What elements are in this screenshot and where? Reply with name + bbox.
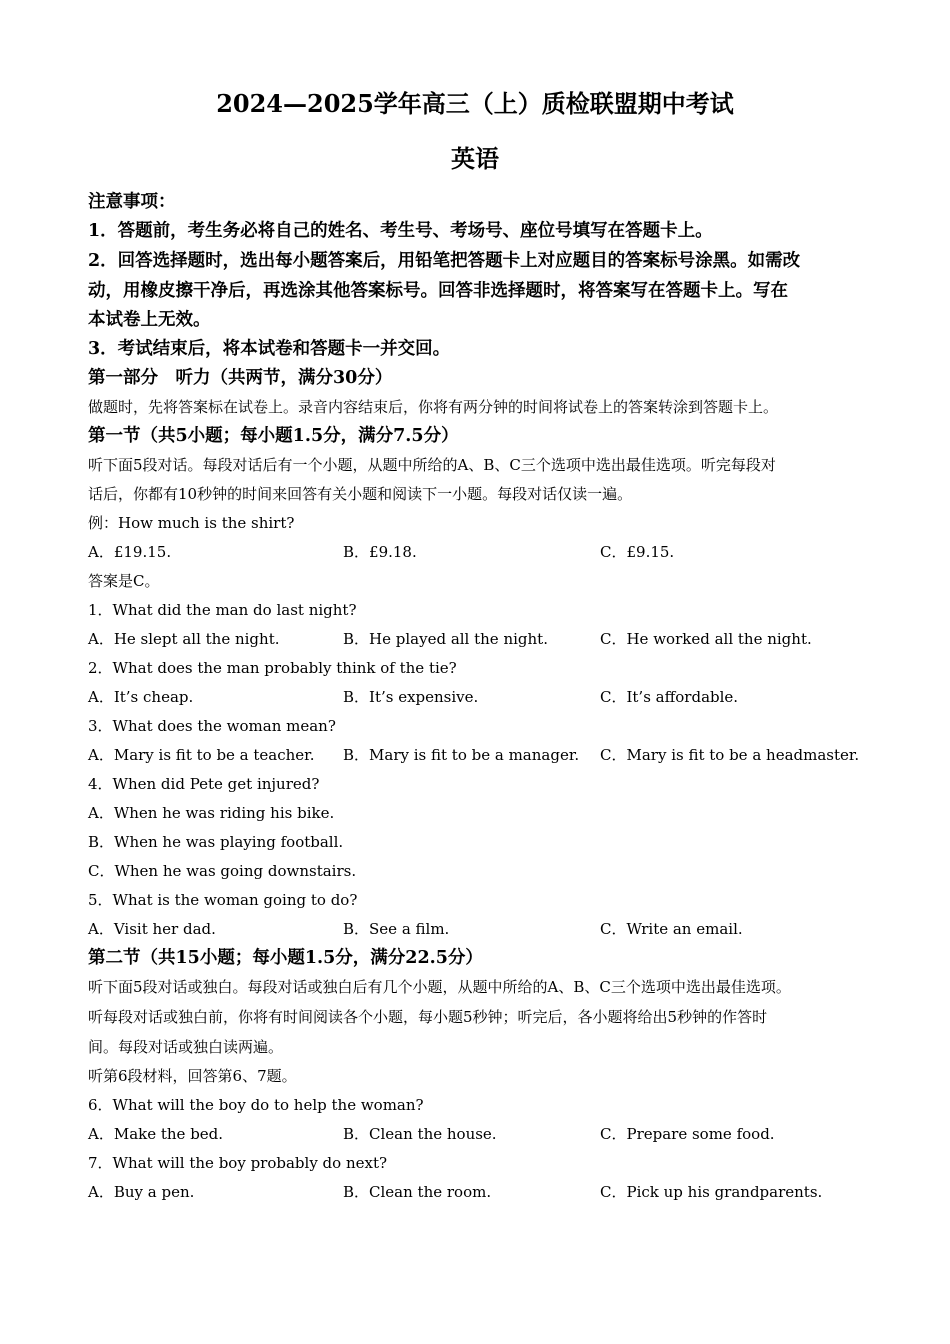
q1-option-a: A．He slept all the night. [88,630,280,648]
q3-option-b: B．Mary is fit to be a manager. [343,746,580,764]
q7-option-b: B．Clean the room. [343,1183,492,1201]
q2-option-a: A．It’s cheap. [88,688,194,706]
notice-item-2-line-3: 本试卷上无效。 [88,310,211,330]
question-4: 4．When did Pete get injured? [88,775,320,793]
q1-option-b: B．He played all the night. [343,630,548,648]
question-6: 6．What will the boy do to help the woman? [88,1096,424,1114]
q1-option-c: C．He worked all the night. [600,630,812,648]
notice-item-2-line-1: 2．回答选择题时，选出每小题答案后，用铅笔把答题卡上对应题目的答案标号涂黑。如需改 [88,251,801,271]
q7-option-c: C．Pick up his grandparents. [600,1183,823,1201]
section2-intro-line-3: 间。每段对话或独白读两遍。 [88,1038,284,1056]
question-3: 3．What does the woman mean? [88,717,336,735]
q6-option-c: C．Prepare some food. [600,1125,775,1143]
q2-option-b: B．It’s expensive. [343,688,479,706]
q4-option-b: B．When he was playing football. [88,833,344,851]
material-6-instruction: 听第6段材料，回答第6、7题。 [88,1067,297,1085]
q3-option-a: A．Mary is fit to be a teacher. [88,746,315,764]
q5-option-a: A．Visit her dad. [88,920,216,938]
section1-heading: 第一节（共5小题；每小题1.5分，满分7.5分） [88,426,459,446]
notice-heading: 注意事项： [88,192,176,212]
subject-title: 英语 [451,144,499,173]
question-1: 1．What did the man do last night? [88,601,357,619]
q4-option-a: A．When he was riding his bike. [88,804,335,822]
section1-intro-line-2: 话后，你都有10秒钟的时间来回答有关小题和阅读下一小题。每段对话仅读一遍。 [88,485,633,503]
part1-intro: 做题时，先将答案标在试卷上。录音内容结束后，你将有两分钟的时间将试卷上的答案转涂到答题卡上。 [88,398,779,416]
notice-item-1: 1．答题前，考生务必将自己的姓名、考生号、考场号、座位号填写在答题卡上。 [88,221,713,241]
example-option-b: B．£9.18. [343,543,417,561]
section2-intro-line-1: 听下面5段对话或独白。每段对话或独白后有几个小题，从题中所给的A、B、C三个选项中选出最佳选项。 [88,978,791,996]
notice-item-3: 3．考试结束后，将本试卷和答题卡一并交回。 [88,339,451,359]
q5-option-b: B．See a film. [343,920,450,938]
section2-heading: 第二节（共15小题；每小题1.5分，满分22.5分） [88,948,483,968]
q7-option-a: A．Buy a pen. [88,1183,195,1201]
section1-intro-line-1: 听下面5段对话。每段对话后有一个小题，从题中所给的A、B、C三个选项中选出最佳选项。听完每段对 [88,456,776,474]
q5-option-c: C．Write an email. [600,920,743,938]
notice-item-2-line-2: 动，用橡皮擦干净后，再选涂其他答案标号。回答非选择题时，将答案写在答题卡上。写在 [88,281,788,301]
q3-option-c: C．Mary is fit to be a headmaster. [600,746,860,764]
example-option-a: A．£19.15. [88,543,172,561]
question-5: 5．What is the woman going to do? [88,891,358,909]
question-2: 2．What does the man probably think of the tie? [88,659,457,677]
example-answer: 答案是C。 [88,572,160,590]
q6-option-a: A．Make the bed. [88,1125,224,1143]
q6-option-b: B．Clean the house. [343,1125,497,1143]
exam-title: 2024—2025学年高三（上）质检联盟期中考试 [216,89,734,118]
q2-option-c: C．It’s affordable. [600,688,739,706]
q4-option-c: C．When he was going downstairs. [88,862,357,880]
example-question: 例：How much is the shirt? [88,514,295,532]
question-7: 7．What will the boy probably do next? [88,1154,388,1172]
section2-intro-line-2: 听每段对话或独白前，你将有时间阅读各个小题，每小题5秒钟；听完后，各小题将给出5秒钟的作答时 [88,1008,768,1026]
part1-heading: 第一部分 听力（共两节，满分30分） [88,368,393,388]
example-option-c: C．£9.15. [600,543,675,561]
